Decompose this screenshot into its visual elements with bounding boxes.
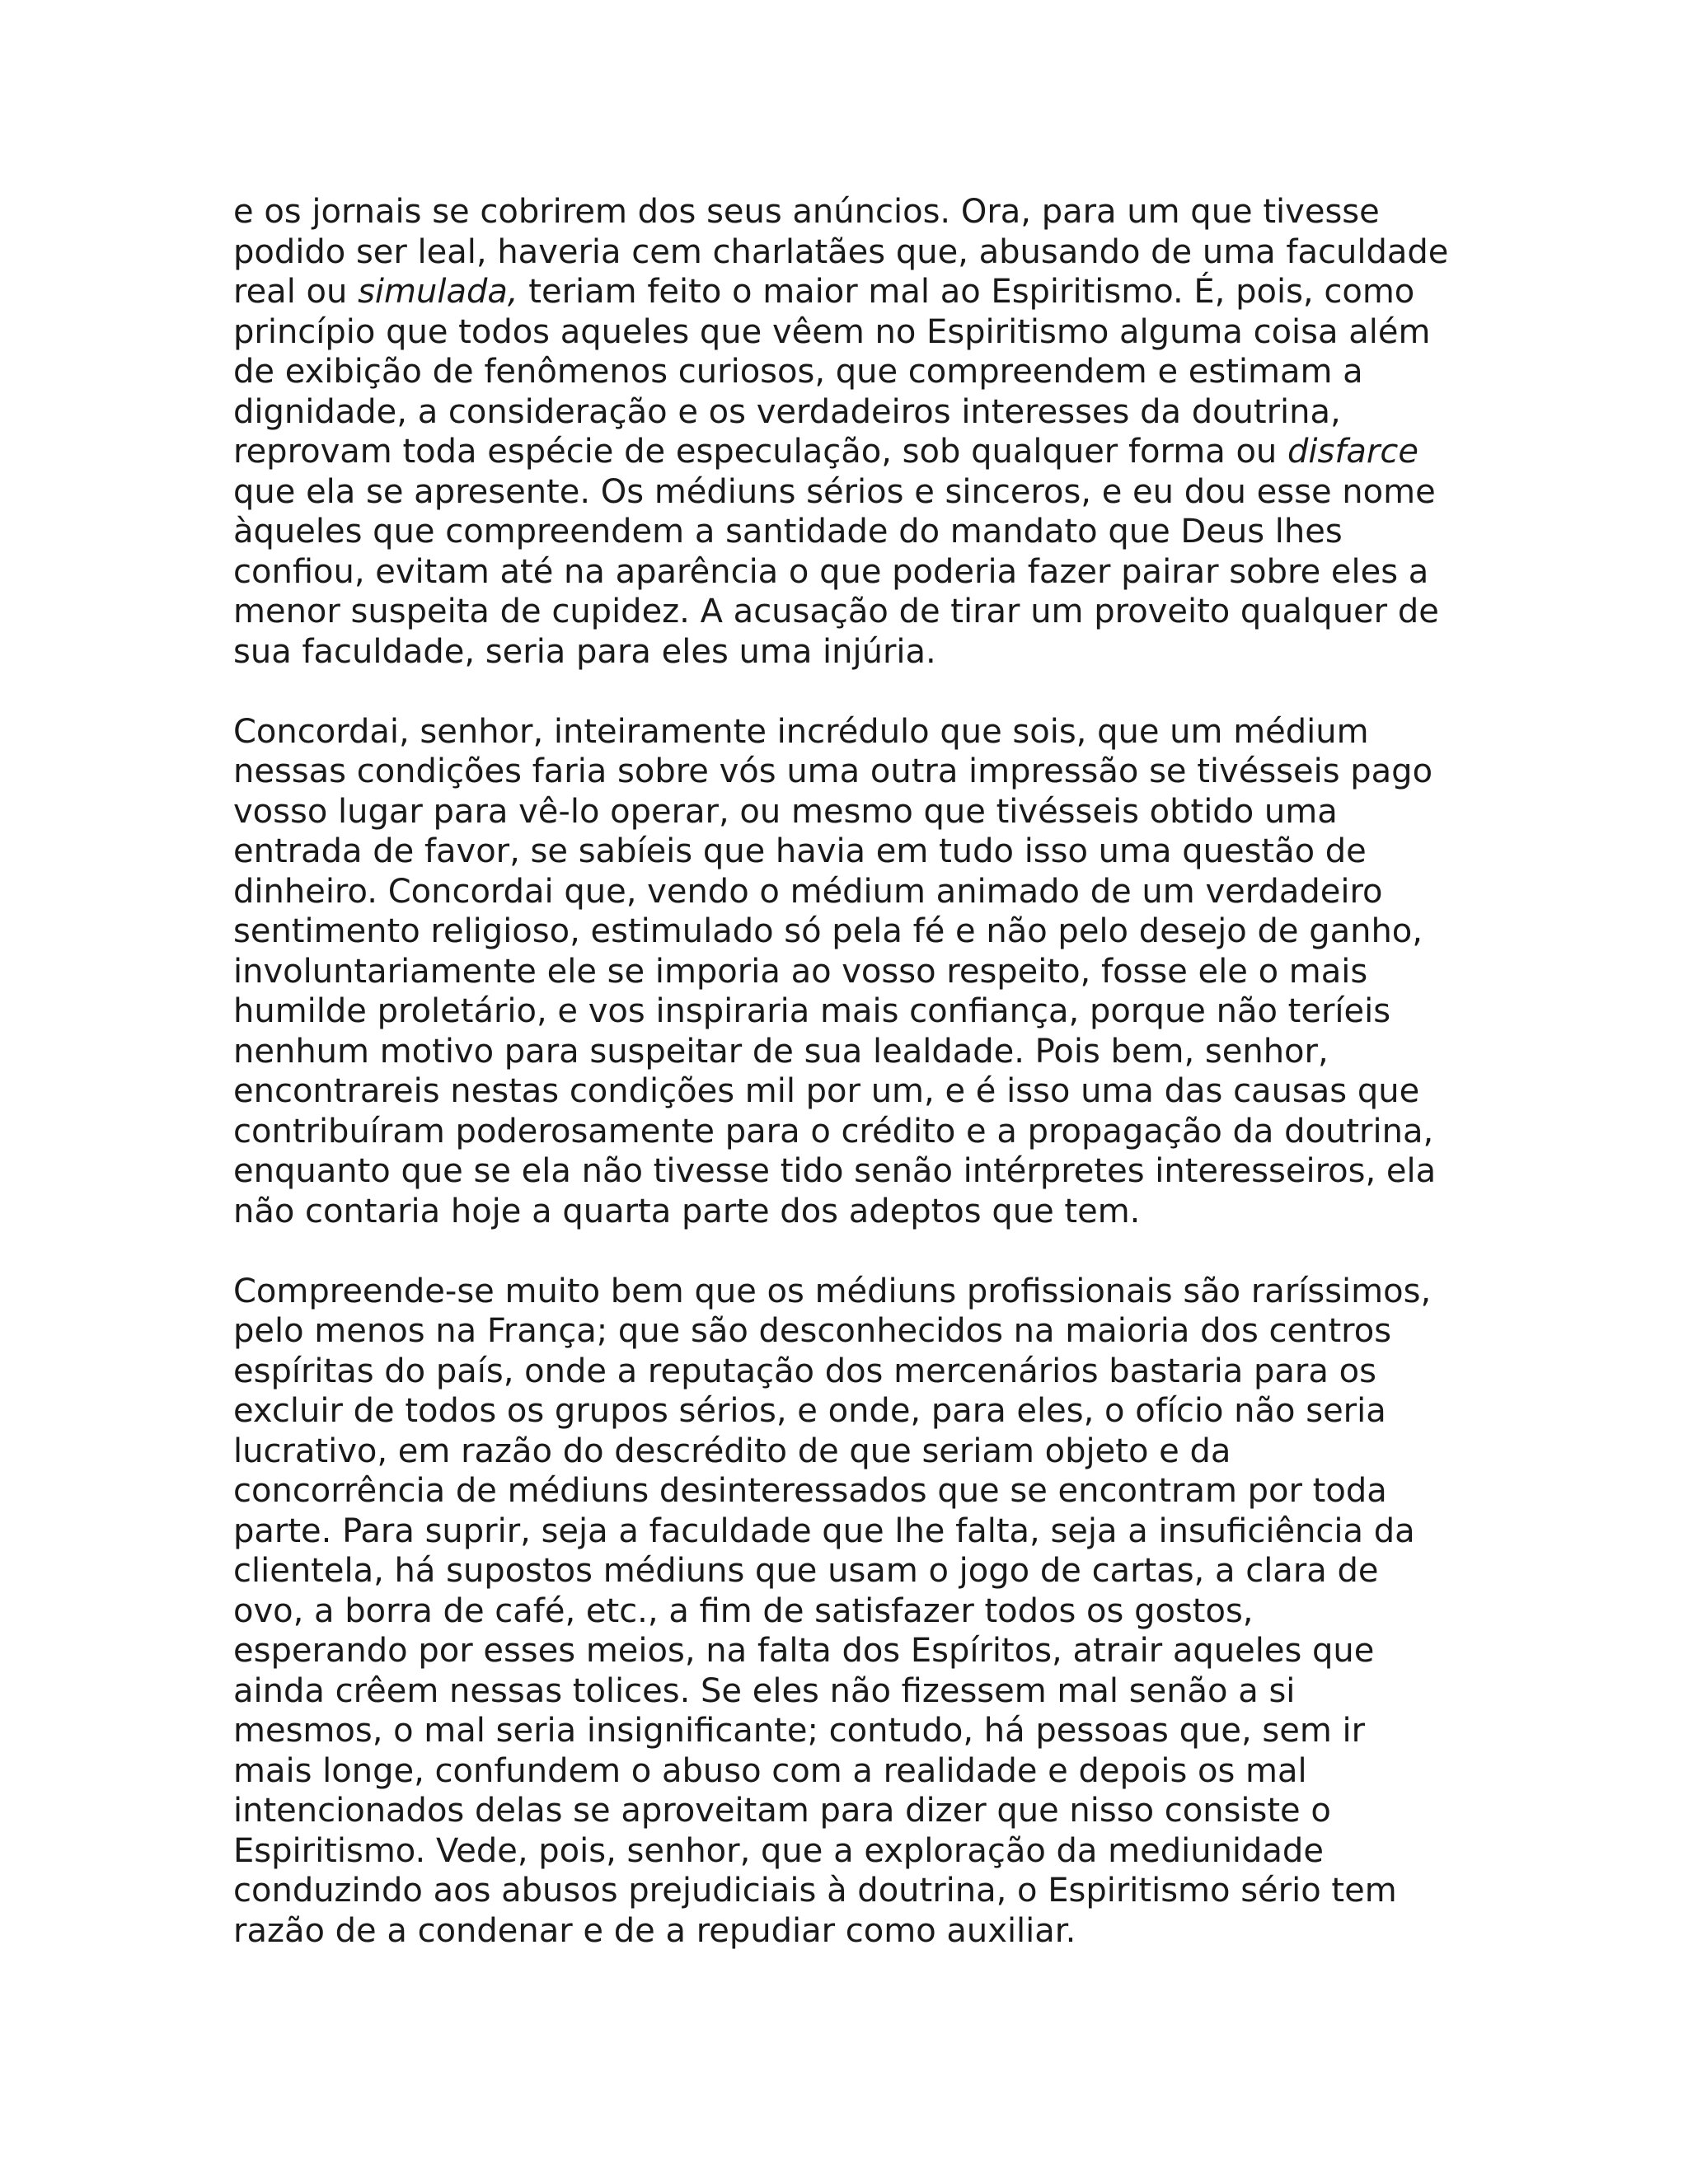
text-line: real ou simulada, teriam feito o maior mal ao Espiritismo. É, pois, como xyxy=(233,273,1415,311)
text-line: àqueles que compreendem a santidade do mandato que Deus lhes xyxy=(233,513,1343,551)
text-line: que ela se apresente. Os médiuns sérios e sinceros, e eu dou esse nome xyxy=(233,472,1436,511)
text-line: sua faculdade, seria para eles uma injúria. xyxy=(233,632,936,671)
text-line: mesmos, o mal seria insignificante; contudo, há pessoas que, sem ir xyxy=(233,1712,1366,1750)
text-line: Concordai, senhor, inteiramente incrédulo que sois, que um médium xyxy=(233,712,1369,751)
text-line: enquanto que se ela não tivesse tido senão intérpretes interesseiros, ela xyxy=(233,1152,1437,1190)
text-line: encontrareis nestas condições mil por um, e é isso uma das causas que xyxy=(233,1072,1420,1110)
text-line: vosso lugar para vê-lo operar, ou mesmo que tivésseis obtido uma xyxy=(233,792,1338,831)
text-line: pelo menos na França; que são desconhecidos na maioria dos centros xyxy=(233,1312,1392,1350)
text-line: esperando por esses meios, na falta dos Espíritos, atrair aqueles que xyxy=(233,1632,1375,1670)
text-line: ainda crêem nessas tolices. Se eles não fizessem mal senão a si xyxy=(233,1671,1296,1710)
paragraph xyxy=(233,192,1470,672)
text-line: razão de a condenar e de a repudiar como auxiliar. xyxy=(233,1911,1076,1950)
text-line: entrada de favor, se sabíeis que havia em tudo isso uma questão de xyxy=(233,832,1367,870)
text-line: humilde proletário, e vos inspiraria mais confiança, porque não teríeis xyxy=(233,992,1391,1030)
paragraph-gap xyxy=(233,1231,1470,1272)
text-line: ovo, a borra de café, etc., a fim de satisfazer todos os gostos, xyxy=(233,1591,1254,1630)
text-line: intencionados delas se aproveitam para dizer que nisso consiste o xyxy=(233,1792,1331,1830)
text-line: nessas condições faria sobre vós uma outra impressão se tivésseis pago xyxy=(233,752,1433,790)
text-line: Espiritismo. Vede, pois, senhor, que a exploração da mediunidade xyxy=(233,1831,1324,1870)
text-line: espíritas do país, onde a reputação dos mercenários bastaria para os xyxy=(233,1352,1376,1390)
italic-word: simulada, xyxy=(358,273,518,311)
text-line: princípio que todos aqueles que vêem no Espiritismo alguma coisa além xyxy=(233,312,1431,351)
text-line: mais longe, confundem o abuso com a realidade e depois os mal xyxy=(233,1751,1307,1790)
text-line: contribuíram poderosamente para o crédito e a propagação da doutrina, xyxy=(233,1112,1434,1151)
italic-word: disfarce xyxy=(1287,433,1418,471)
text-line: concorrência de médiuns desinteressados que se encontram por toda xyxy=(233,1472,1387,1510)
text-line: Compreende-se muito bem que os médiuns profissionais são raríssimos, xyxy=(233,1272,1432,1310)
text-line: sentimento religioso, estimulado só pela fé e não pelo desejo de ganho, xyxy=(233,912,1423,950)
text-line: podido ser leal, haveria cem charlatães que, abusando de uma faculdade xyxy=(233,232,1449,271)
text-line: não contaria hoje a quarta parte dos adeptos que tem. xyxy=(233,1192,1141,1230)
text-line: reprovam toda espécie de especulação, sob qualquer forma ou disfarce xyxy=(233,433,1418,471)
text-line: excluir de todos os grupos sérios, e onde, para eles, o ofício não seria xyxy=(233,1392,1386,1430)
text-line: confiou, evitam até na aparência o que poderia fazer pairar sobre eles a xyxy=(233,552,1429,591)
text-line: conduzindo aos abusos prejudiciais à doutrina, o Espiritismo sério tem xyxy=(233,1872,1397,1910)
text-line: de exibição de fenômenos curiosos, que compreendem e estimam a xyxy=(233,353,1363,391)
paragraph-gap xyxy=(233,672,1470,712)
text-line: e os jornais se cobrirem dos seus anúncios. Ora, para um que tivesse xyxy=(233,193,1380,231)
text-line: nenhum motivo para suspeitar de sua lealdade. Pois bem, senhor, xyxy=(233,1032,1329,1071)
text-line: clientela, há supostos médiuns que usam o jogo de cartas, a clara de xyxy=(233,1552,1379,1590)
text-line: involuntariamente ele se imporia ao vosso respeito, fosse ele o mais xyxy=(233,952,1368,991)
paragraph xyxy=(233,1272,1470,1952)
text-line: parte. Para suprir, seja a faculdade que lhe falta, seja a insuficiência da xyxy=(233,1511,1415,1550)
body-text xyxy=(233,192,1470,1951)
text-line: menor suspeita de cupidez. A acusação de tirar um proveito qualquer de xyxy=(233,593,1439,630)
text-line: dinheiro. Concordai que, vendo o médium animado de um verdadeiro xyxy=(233,872,1383,911)
paragraph xyxy=(233,712,1470,1232)
text-line: lucrativo, em razão do descrédito de que seriam objeto e da xyxy=(233,1432,1231,1470)
text-line: dignidade, a consideração e os verdadeiros interesses da doutrina, xyxy=(233,392,1341,431)
